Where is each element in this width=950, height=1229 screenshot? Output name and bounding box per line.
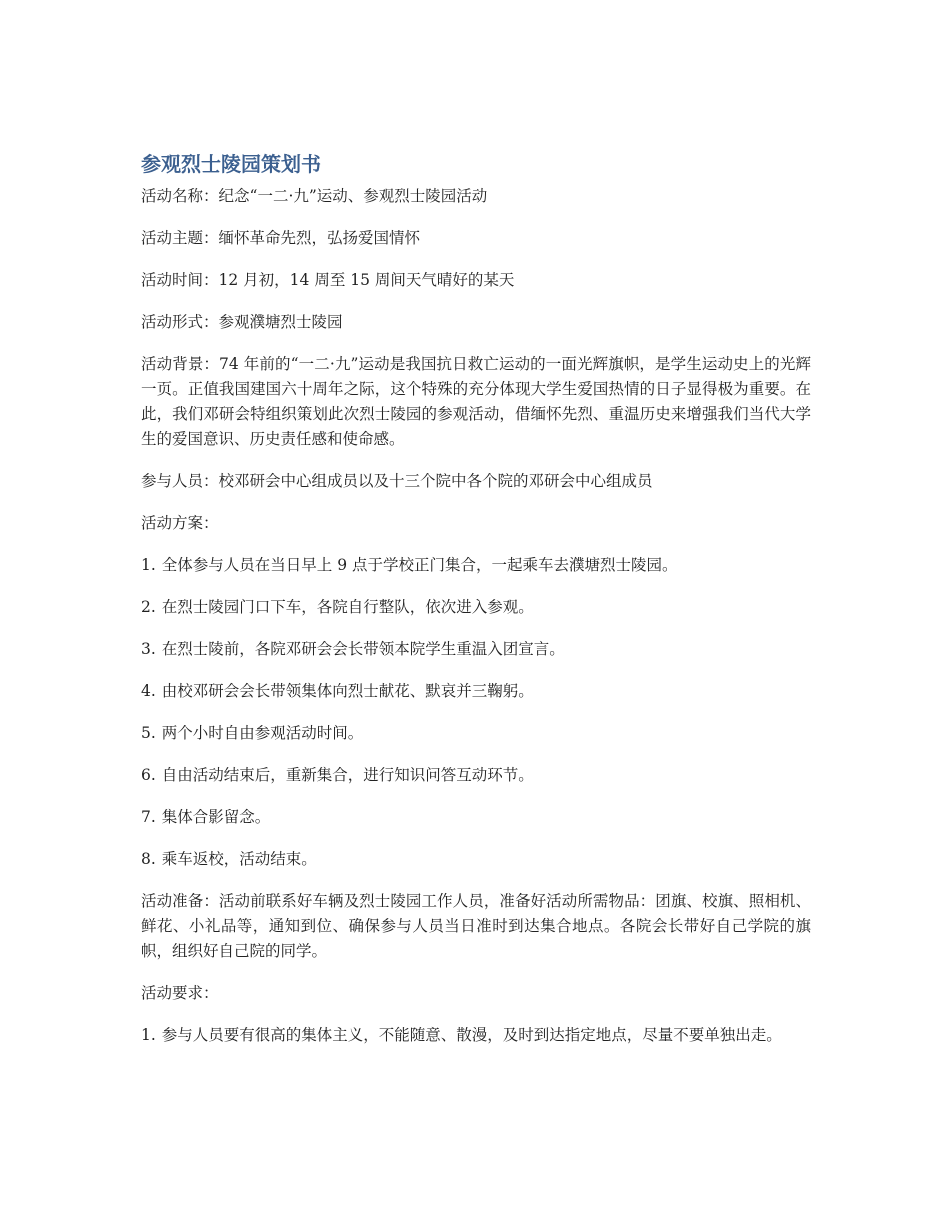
preparation-value: 活动前联系好车辆及烈士陵园工作人员，准备好活动所需物品：团旗、校旗、照相机、鲜花、小礼品等，通知到位、确保参与人员当日准时到达集合地点。各院会长带好自己学院的旗帜，组织好自己院的同学。	[141, 892, 811, 960]
plan-item	[141, 805, 811, 830]
plan-heading: 活动方案：	[141, 514, 219, 532]
plan-item	[141, 679, 811, 704]
activity-background-value: 74 年前的“一二·九”运动是我国抗日救亡运动的一面光辉旗帜，是学生运动史上的光辉一页。正值我国建国六十周年之际，这个特殊的充分体现大学生爱国热情的日子显得极为重要。在此，我们邓研会特组织策划此次烈士陵园的参观活动，借缅怀先烈、重温历史来增强我们当代大学生的爱国意识、历史责任感和使命感。	[141, 355, 811, 448]
plan-item-text: 乘车返校，活动结束。	[161, 850, 317, 868]
activity-theme-label: 活动主题：	[141, 229, 219, 247]
activity-form-paragraph	[141, 310, 811, 335]
plan-item-number: 6.	[141, 766, 156, 784]
plan-item	[141, 847, 811, 872]
document-title: 参观烈士陵园策划书	[141, 152, 321, 176]
activity-time-value: 12 月初，14 周至 15 周间天气晴好的某天	[218, 271, 515, 289]
activity-time-label: 活动时间：	[141, 271, 219, 289]
document-page	[141, 150, 811, 1065]
plan-item-number: 8.	[141, 850, 156, 868]
activity-name-value: 纪念“一二·九”运动、参观烈士陵园活动	[218, 187, 488, 205]
requirements-list	[141, 1023, 811, 1048]
plan-item-number: 7.	[141, 808, 156, 826]
plan-item	[141, 595, 811, 620]
preparation-label: 活动准备：	[141, 892, 219, 910]
plan-item-text: 在烈士陵前，各院邓研会会长带领本院学生重温入团宣言。	[161, 640, 565, 658]
plan-item-text: 集体合影留念。	[161, 808, 271, 826]
participants-paragraph	[141, 469, 811, 494]
activity-background-paragraph	[141, 352, 811, 452]
plan-list	[141, 553, 811, 872]
requirement-item-number: 1.	[141, 1026, 156, 1044]
activity-form-label: 活动形式：	[141, 313, 219, 331]
activity-theme-value: 缅怀革命先烈，弘扬爱国情怀	[218, 229, 421, 247]
plan-item-number: 4.	[141, 682, 156, 700]
requirement-item-text: 参与人员要有很高的集体主义，不能随意、散漫，及时到达指定地点，尽量不要单独出走。	[161, 1026, 782, 1044]
activity-name-paragraph	[141, 184, 811, 209]
plan-item-number: 5.	[141, 724, 156, 742]
participants-label: 参与人员：	[141, 472, 219, 490]
preparation-paragraph	[141, 889, 811, 964]
plan-item-number: 1.	[141, 556, 156, 574]
requirement-item	[141, 1023, 811, 1048]
plan-item-text: 全体参与人员在当日早上 9 点于学校正门集合，一起乘车去濮塘烈士陵园。	[161, 556, 678, 574]
plan-item	[141, 763, 811, 788]
plan-item-number: 3.	[141, 640, 156, 658]
plan-item	[141, 553, 811, 578]
plan-item	[141, 721, 811, 746]
plan-item-text: 在烈士陵园门口下车，各院自行整队，依次进入参观。	[161, 598, 534, 616]
activity-name-label: 活动名称：	[141, 187, 219, 205]
plan-item-number: 2.	[141, 598, 156, 616]
requirements-heading: 活动要求：	[141, 984, 219, 1002]
activity-time-paragraph	[141, 268, 811, 293]
activity-background-label: 活动背景：	[141, 355, 220, 373]
plan-item-text: 两个小时自由参观活动时间。	[161, 724, 364, 742]
participants-value: 校邓研会中心组成员以及十三个院中各个院的邓研会中心组成员	[218, 472, 653, 490]
activity-theme-paragraph	[141, 226, 811, 251]
plan-item-text: 自由活动结束后，重新集合，进行知识问答互动环节。	[161, 766, 534, 784]
activity-form-value: 参观濮塘烈士陵园	[218, 313, 343, 331]
plan-item	[141, 637, 811, 662]
plan-item-text: 由校邓研会会长带领集体向烈士献花、默哀并三鞠躬。	[161, 682, 534, 700]
